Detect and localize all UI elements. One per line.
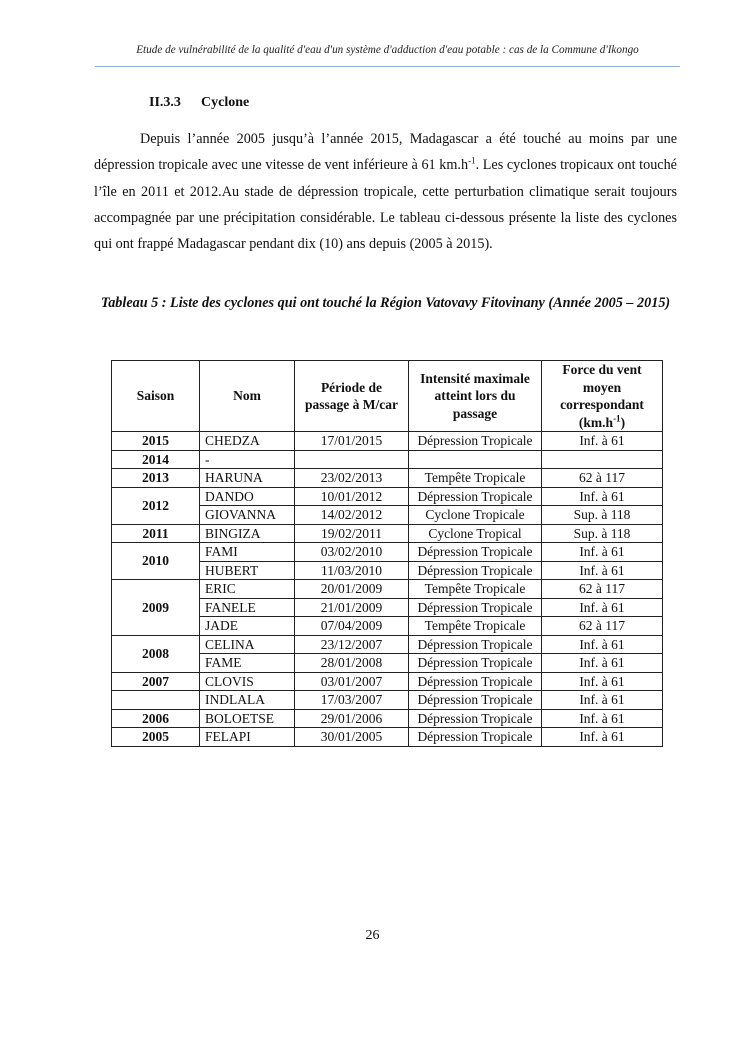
name-cell: GIOVANNA [200,506,295,525]
force-cell: Inf. à 61 [542,487,663,506]
name-cell: CHEDZA [200,432,295,451]
date-cell: 03/02/2010 [295,543,409,562]
date-cell: 17/01/2015 [295,432,409,451]
table-row [112,524,663,543]
force-cell: Inf. à 61 [542,709,663,728]
header-rule [95,66,680,67]
date-cell: 07/04/2009 [295,617,409,636]
intensity-cell: Dépression Tropicale [409,598,542,617]
intensity-cell: Tempête Tropicale [409,580,542,599]
intensity-cell: Dépression Tropicale [409,691,542,710]
intensity-cell: Dépression Tropicale [409,487,542,506]
header-name: Nom [200,361,295,432]
season-cell: 2010 [112,543,200,580]
header-force [542,361,663,432]
date-cell: 14/02/2012 [295,506,409,525]
date-cell: 28/01/2008 [295,654,409,673]
table-row [112,635,663,654]
intensity-cell: Dépression Tropicale [409,709,542,728]
name-cell: HARUNA [200,469,295,488]
paragraph-part2: . Les cyclones tropicaux ont touché l’île en 2011 et 2012.Au stade de dépression tropicale, cette perturbation climatique serait toujours accompagnée par une précipitation considérable. Le tableau ci-dessous présente la liste des cyclones qui ont frappé Madagascar pendant dix (10) ans depuis (2005 à 2015). [94,157,677,253]
force-cell: 62 à 117 [542,617,663,636]
force-cell: Inf. à 61 [542,672,663,691]
table-row [112,432,663,451]
date-cell: 17/03/2007 [295,691,409,710]
header-force-sup: -1 [613,413,621,423]
table-header-row [112,361,663,432]
cyclone-table [111,360,663,747]
table-caption: Tableau 5 : Liste des cyclones qui ont touché la Région Vatovavy Fitovinany (Année 2005 – 2015) [100,295,671,311]
force-cell: Sup. à 118 [542,506,663,525]
intensity-cell: Cyclone Tropical [409,524,542,543]
name-cell: FAMI [200,543,295,562]
date-cell: 20/01/2009 [295,580,409,599]
table-row [112,691,663,710]
force-cell: Inf. à 61 [542,561,663,580]
table-row [112,450,663,469]
name-cell: - [200,450,295,469]
header-force-end: ) [620,414,626,430]
header-intensity: Intensité maximale atteint lors du passage [409,361,542,432]
table-row [112,543,663,562]
section-number: II.3.3 [149,95,181,110]
table-row [112,469,663,488]
name-cell: FANELE [200,598,295,617]
body-paragraph [94,126,677,257]
intensity-cell [409,450,542,469]
name-cell: FAME [200,654,295,673]
paragraph-part1: Depuis l’année 2005 jusqu’à l’année 2015, Madagascar a été touché au moins par une dépression tropicale avec une vitesse de vent inférieure à 61 km.h [94,131,677,174]
force-cell: Inf. à 61 [542,728,663,747]
name-cell: INDLALA [200,691,295,710]
intensity-cell: Tempête Tropicale [409,617,542,636]
season-cell: 2008 [112,635,200,672]
name-cell: CLOVIS [200,672,295,691]
date-cell: 11/03/2010 [295,561,409,580]
intensity-cell: Dépression Tropicale [409,561,542,580]
force-cell: Inf. à 61 [542,635,663,654]
name-cell: BINGIZA [200,524,295,543]
date-cell: 19/02/2011 [295,524,409,543]
force-cell: Sup. à 118 [542,524,663,543]
date-cell: 30/01/2005 [295,728,409,747]
intensity-cell: Dépression Tropicale [409,672,542,691]
intensity-cell: Dépression Tropicale [409,432,542,451]
name-cell: FELAPI [200,728,295,747]
force-cell: Inf. à 61 [542,432,663,451]
table-row [112,728,663,747]
table-row [112,580,663,599]
name-cell: ERIC [200,580,295,599]
season-cell: 2013 [112,469,200,488]
date-cell: 23/02/2013 [295,469,409,488]
intensity-cell: Cyclone Tropicale [409,506,542,525]
table-row [112,672,663,691]
intensity-cell: Dépression Tropicale [409,728,542,747]
force-cell: Inf. à 61 [542,691,663,710]
name-cell: JADE [200,617,295,636]
force-cell: Inf. à 61 [542,654,663,673]
header-period: Période de passage à M/car [295,361,409,432]
force-cell: 62 à 117 [542,580,663,599]
date-cell: 10/01/2012 [295,487,409,506]
table-row [112,709,663,728]
section-title: Cyclone [201,95,250,110]
season-cell: 2011 [112,524,200,543]
season-cell: 2015 [112,432,200,451]
force-cell: 62 à 117 [542,469,663,488]
date-cell: 21/01/2009 [295,598,409,617]
season-cell: 2007 [112,672,200,691]
header-season: Saison [112,361,200,432]
season-cell [112,691,200,710]
name-cell: HUBERT [200,561,295,580]
header-force-text: Force du vent moyen correspondant (km.h [560,362,644,430]
force-cell: Inf. à 61 [542,598,663,617]
force-cell: Inf. à 61 [542,543,663,562]
date-cell [295,450,409,469]
paragraph-superscript: -1 [468,155,476,166]
date-cell: 23/12/2007 [295,635,409,654]
season-cell: 2012 [112,487,200,524]
running-header: Etude de vulnérabilité de la qualité d'eau d'un système d'adduction d'eau potable : cas de la Commune d'Ikongo [136,44,639,56]
table-row [112,487,663,506]
intensity-cell: Dépression Tropicale [409,635,542,654]
name-cell: CELINA [200,635,295,654]
intensity-cell: Tempête Tropicale [409,469,542,488]
intensity-cell: Dépression Tropicale [409,654,542,673]
intensity-cell: Dépression Tropicale [409,543,542,562]
season-cell: 2006 [112,709,200,728]
season-cell: 2005 [112,728,200,747]
force-cell [542,450,663,469]
date-cell: 03/01/2007 [295,672,409,691]
season-cell: 2014 [112,450,200,469]
season-cell: 2009 [112,580,200,636]
date-cell: 29/01/2006 [295,709,409,728]
page-number: 26 [365,928,380,943]
section-heading [149,95,249,111]
name-cell: BOLOETSE [200,709,295,728]
name-cell: DANDO [200,487,295,506]
